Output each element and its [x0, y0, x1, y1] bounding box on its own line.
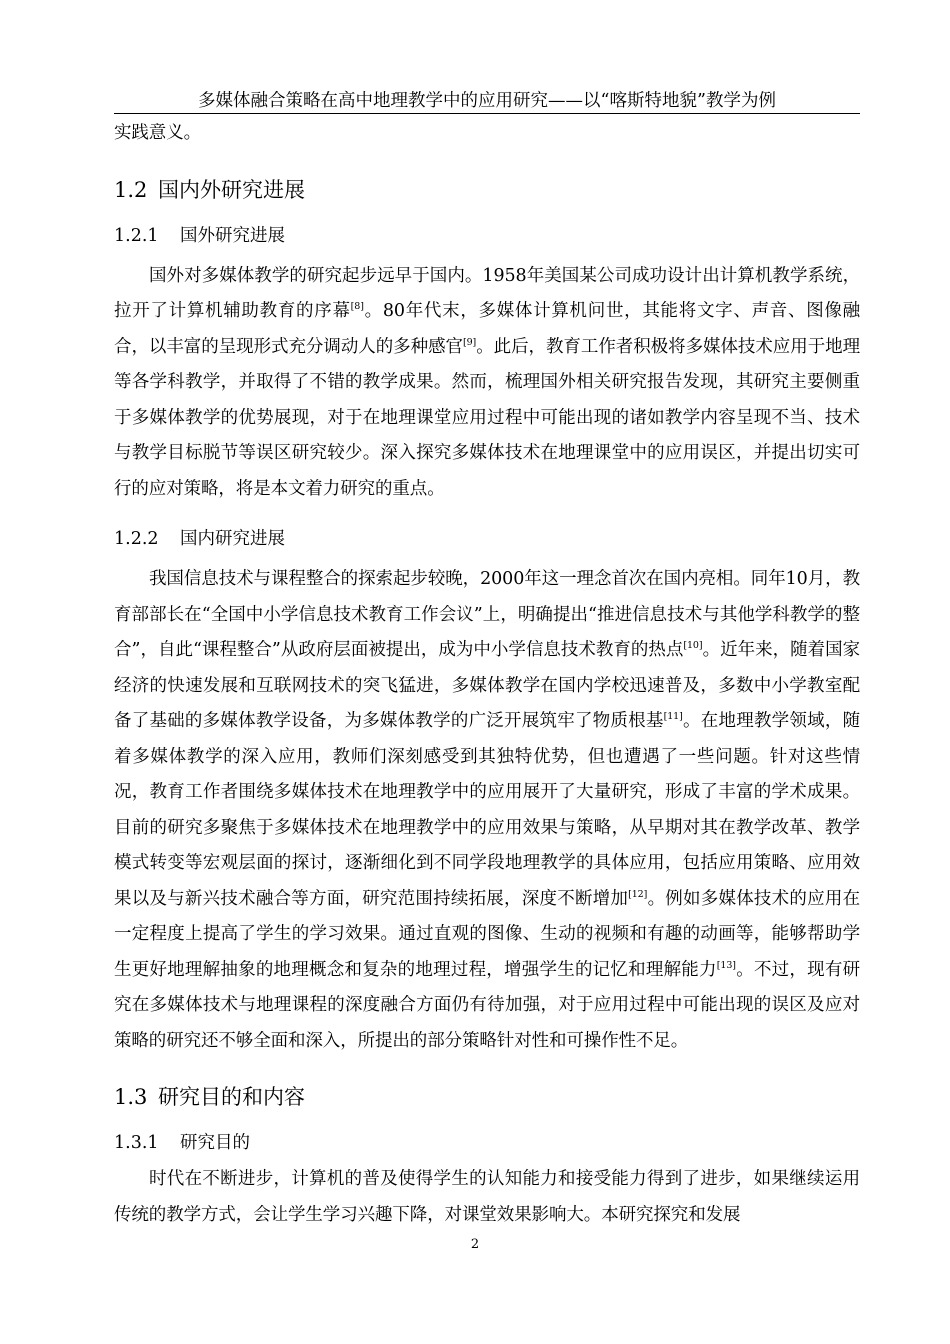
- paragraph-text: 。80年代末，多媒体计算机问世，其能将文字、声音、图像融合，以丰富的呈现形式充分调动人的多种感官: [114, 301, 861, 357]
- continued-paragraph-fragment: 实践意义。: [114, 123, 201, 143]
- subsection-heading-1-2-2: [114, 527, 860, 551]
- section-number: 1.2: [114, 177, 148, 202]
- subsection-number: 1.3.1: [114, 1133, 159, 1153]
- paragraph-text: 。此后，教育工作者积极将多媒体技术应用于地理等各学科教学，并取得了不错的教学成果。然而，梳理国外相关研究报告发现，其研究主要侧重于多媒体教学的优势展现，对于在地理课堂应用过程中可能出现的诸如教学内容呈现不当、技术与教学目标脱节等误区研究较少。深入探究多媒体技术在地理课堂中的应用误区，并提出切实可行的应对策略，将是本文着力研究的重点。: [114, 336, 860, 499]
- paragraph-text: 我国信息技术与课程整合的探索起步较晚，2000年这一理念首次在国内亮相。同年10月，教育部部长在“全国中小学信息技术教育工作会议”上，明确提出“推进信息技术与其他学科教学的整合”，自此“课程整合”从政府层面被提出，成为中小学信息技术教育的热点: [114, 569, 860, 660]
- body-paragraph: [114, 562, 860, 1059]
- section-heading-1-2: [114, 176, 860, 204]
- subsection-number: 1.2.2: [114, 529, 159, 549]
- subsection-heading-1-3-1: [114, 1131, 860, 1155]
- document-body: [114, 116, 860, 1233]
- body-paragraph: [114, 259, 860, 508]
- page-number: 2: [470, 1237, 480, 1252]
- paragraph-text: 国外对多媒体教学的研究起步远早于国内。1958年美国某公司成功设计出计算机教学系统，拉开了计算机辅助教育的序幕: [114, 265, 860, 321]
- section-heading-1-3: [114, 1083, 860, 1111]
- section-number: 1.3: [114, 1085, 148, 1109]
- section-title: 国内外研究进展: [158, 177, 305, 202]
- paragraph-text: 。例如多媒体技术的应用在一定程度上提高了学生的学习效果。通过直观的图像、生动的视频和有趣的动画等，能够帮助学生更好地理解抽象的地理概念和复杂的地理过程，增强学生的记忆和理解能力: [114, 888, 860, 980]
- running-header: [114, 90, 860, 114]
- subsection-number: 1.2.1: [114, 225, 159, 246]
- citation-ref: [8]: [350, 301, 364, 312]
- subsection-title: 研究目的: [180, 1133, 250, 1153]
- running-title: 多媒体融合策略在高中地理教学中的应用研究——以“喀斯特地貌”教学为例: [198, 91, 776, 111]
- citation-ref: [10]: [683, 640, 703, 651]
- subsection-title: 国内研究进展: [180, 529, 285, 549]
- paragraph-text: 。近年来，随着国家经济的快速发展和互联网技术的突飞猛进，多媒体教学在国内学校迅速普及，多数中小学教室配备了基础的多媒体教学设备，为多媒体教学的广泛开展筑牢了物质根基: [114, 640, 860, 731]
- section-title: 研究目的和内容: [158, 1085, 305, 1109]
- citation-ref: [13]: [716, 959, 736, 971]
- citation-ref: [9]: [462, 336, 477, 348]
- paragraph-text: 。不过，现有研究在多媒体技术与地理课程的深度融合方面仍有待加强，对于应用过程中可能出现的误区及应对策略的研究还不够全面和深入，所提出的部分策略针对性和可操作性不足。: [114, 959, 860, 1051]
- subsection-title: 国外研究进展: [180, 225, 285, 246]
- paragraph-text: 。在地理教学领域，随着多媒体教学的深入应用，教师们深刻感受到其独特优势，但也遭遇了一些问题。针对这些情况，教育工作者围绕多媒体技术在地理教学中的应用展开了大量研究，形成了丰富的学术成果。目前的研究多聚焦于多媒体技术在地理教学中的应用效果与策略，从早期对其在教学改革、教学模式转变等宏观层面的探讨，逐渐细化到不同学段地理教学的具体应用，包括应用策略、应用效果以及与新兴技术融合等方面，研究范围持续拓展，深度不断增加: [114, 711, 860, 909]
- citation-ref: [11]: [663, 711, 683, 722]
- citation-ref: [12]: [628, 888, 648, 900]
- body-paragraph: 时代在不断进步，计算机的普及使得学生的认知能力和接受能力得到了进步，如果继续运用传统的教学方式，会让学生学习兴趣下降，对课堂效果影响大。本研究探究和发展: [114, 1169, 860, 1225]
- subsection-heading-1-2-1: [114, 224, 860, 248]
